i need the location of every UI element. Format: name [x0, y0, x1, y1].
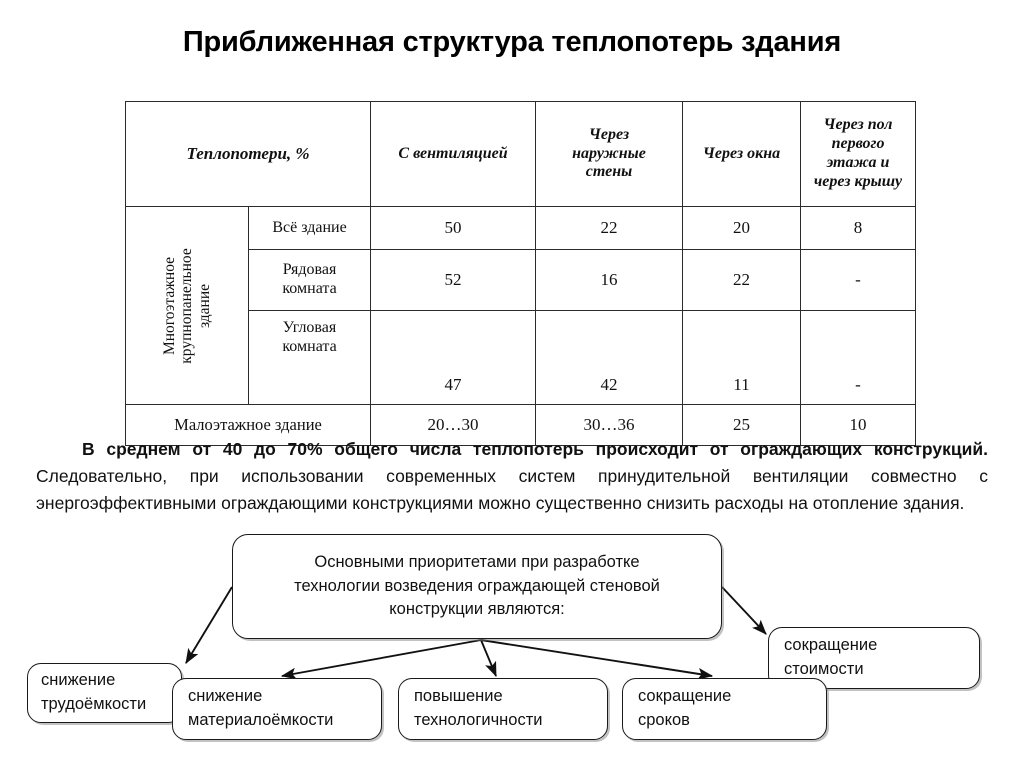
- arrow-center-to-bottom3: [481, 640, 712, 676]
- group-label-line-1: Многоэтажное: [160, 256, 178, 355]
- row-label-line-2: комната: [282, 280, 337, 297]
- diagram-node-reduce-time[interactable]: [622, 678, 827, 740]
- row-label-line-1: Рядовая: [282, 261, 337, 279]
- page-title: Приближенная структура теплопотерь здания: [182, 26, 842, 58]
- paragraph-bold-lead: В среднем от 40 до 70% общего числа теплопотерь происходит от ограждающих конструкций.: [82, 438, 988, 459]
- node-b3-text: [638, 685, 731, 733]
- header-line-1: Через: [588, 125, 630, 143]
- node-b3-line-2: сроков: [638, 711, 690, 729]
- header-line-1: Через пол: [823, 116, 893, 134]
- row-label-line-2: комната: [282, 337, 337, 355]
- row-label: [249, 311, 371, 405]
- node-right-line-1: сокращение: [784, 636, 878, 655]
- node-center-line-2: технологии возведения ограждающей стеновой: [294, 576, 660, 595]
- group-label-line-2: крупнопанельное: [178, 247, 196, 364]
- node-b2-line-1: повышение: [414, 687, 503, 706]
- body-paragraph: [36, 436, 988, 518]
- node-left-line-1: снижение: [41, 671, 116, 690]
- cell-floor-roof: 8: [801, 207, 916, 250]
- diagram-node-center[interactable]: [232, 534, 722, 639]
- arrow-center-to-left: [186, 587, 232, 663]
- header-line-2: первого: [831, 135, 885, 153]
- table-header-row: [126, 102, 916, 207]
- header-line-2: наружные: [572, 144, 646, 162]
- node-b2-text: [414, 685, 543, 733]
- diagram-node-reduce-material[interactable]: [172, 678, 382, 740]
- cell-ventilation: 50: [371, 207, 536, 250]
- header-cell-windows: Через окна: [683, 102, 801, 207]
- arrow-center-to-bottom1: [282, 640, 481, 676]
- table-row: [126, 207, 916, 250]
- diagram-node-reduce-labor[interactable]: [27, 663, 182, 723]
- cell-floor-roof: -: [801, 311, 916, 405]
- row-label: Всё здание: [249, 207, 371, 250]
- heat-loss-table-wrapper: [125, 101, 915, 446]
- row-label: [249, 250, 371, 311]
- cell-outer-walls: 22: [536, 207, 683, 250]
- cell-ventilation: 20…30: [371, 405, 536, 446]
- header-cell-outer-walls: [536, 102, 683, 207]
- header-line-4: через крышу: [813, 172, 903, 190]
- cell-windows: 11: [683, 311, 801, 405]
- cell-outer-walls: 30…36: [536, 405, 683, 446]
- cell-outer-walls: 16: [536, 250, 683, 311]
- node-left-line-2: трудоёмкости: [41, 695, 147, 713]
- node-center-line-3: конструкции являются:: [389, 600, 565, 619]
- node-right-text: [784, 634, 877, 682]
- group-label-rotated-text: [161, 248, 213, 363]
- node-b2-line-2: технологичности: [414, 711, 543, 729]
- row-label-line-1: Угловая: [282, 319, 337, 336]
- header-cell-ventilation: С вентиляцией: [371, 102, 536, 207]
- header-line-3: этажа и: [826, 154, 890, 171]
- header-cell-teplopoteri: Теплопотери, %: [126, 102, 371, 207]
- group-label-multistory-building: [126, 207, 249, 405]
- cell-windows: 25: [683, 405, 801, 446]
- cell-windows: 22: [683, 250, 801, 311]
- node-center-text: [294, 551, 660, 623]
- arrow-center-to-bottom2: [481, 640, 496, 676]
- paragraph-rest: Следовательно, при использовании современных систем принудительной вентиляции совместно с энергоэффективными ограждающими конструкциями можно существенно снизить расходы на отопление здания.: [36, 465, 988, 514]
- arrow-center-to-right: [722, 587, 766, 634]
- header-line-3: стены: [585, 163, 633, 181]
- priorities-diagram: [0, 530, 1024, 767]
- cell-floor-roof: -: [801, 250, 916, 311]
- group-label-line-3: здание: [195, 283, 213, 328]
- node-b1-line-1: снижение: [188, 687, 263, 706]
- cell-outer-walls: 42: [536, 311, 683, 405]
- node-b1-line-2: материалоёмкости: [188, 711, 334, 729]
- node-b3-line-1: сокращение: [638, 687, 732, 706]
- node-b1-text: [188, 685, 333, 733]
- row-label-lowrise-building: Малоэтажное здание: [126, 405, 371, 446]
- node-left-text: [41, 669, 146, 717]
- diagram-node-improve-manufacturability[interactable]: [398, 678, 608, 740]
- cell-floor-roof: 10: [801, 405, 916, 446]
- cell-windows: 20: [683, 207, 801, 250]
- cell-ventilation: 47: [371, 311, 536, 405]
- heat-loss-table: [125, 101, 916, 446]
- node-right-line-2: стоимости: [784, 660, 864, 678]
- cell-ventilation: 52: [371, 250, 536, 311]
- node-center-line-1: Основными приоритетами при разработке: [314, 552, 640, 571]
- header-cell-floor-roof: [801, 102, 916, 207]
